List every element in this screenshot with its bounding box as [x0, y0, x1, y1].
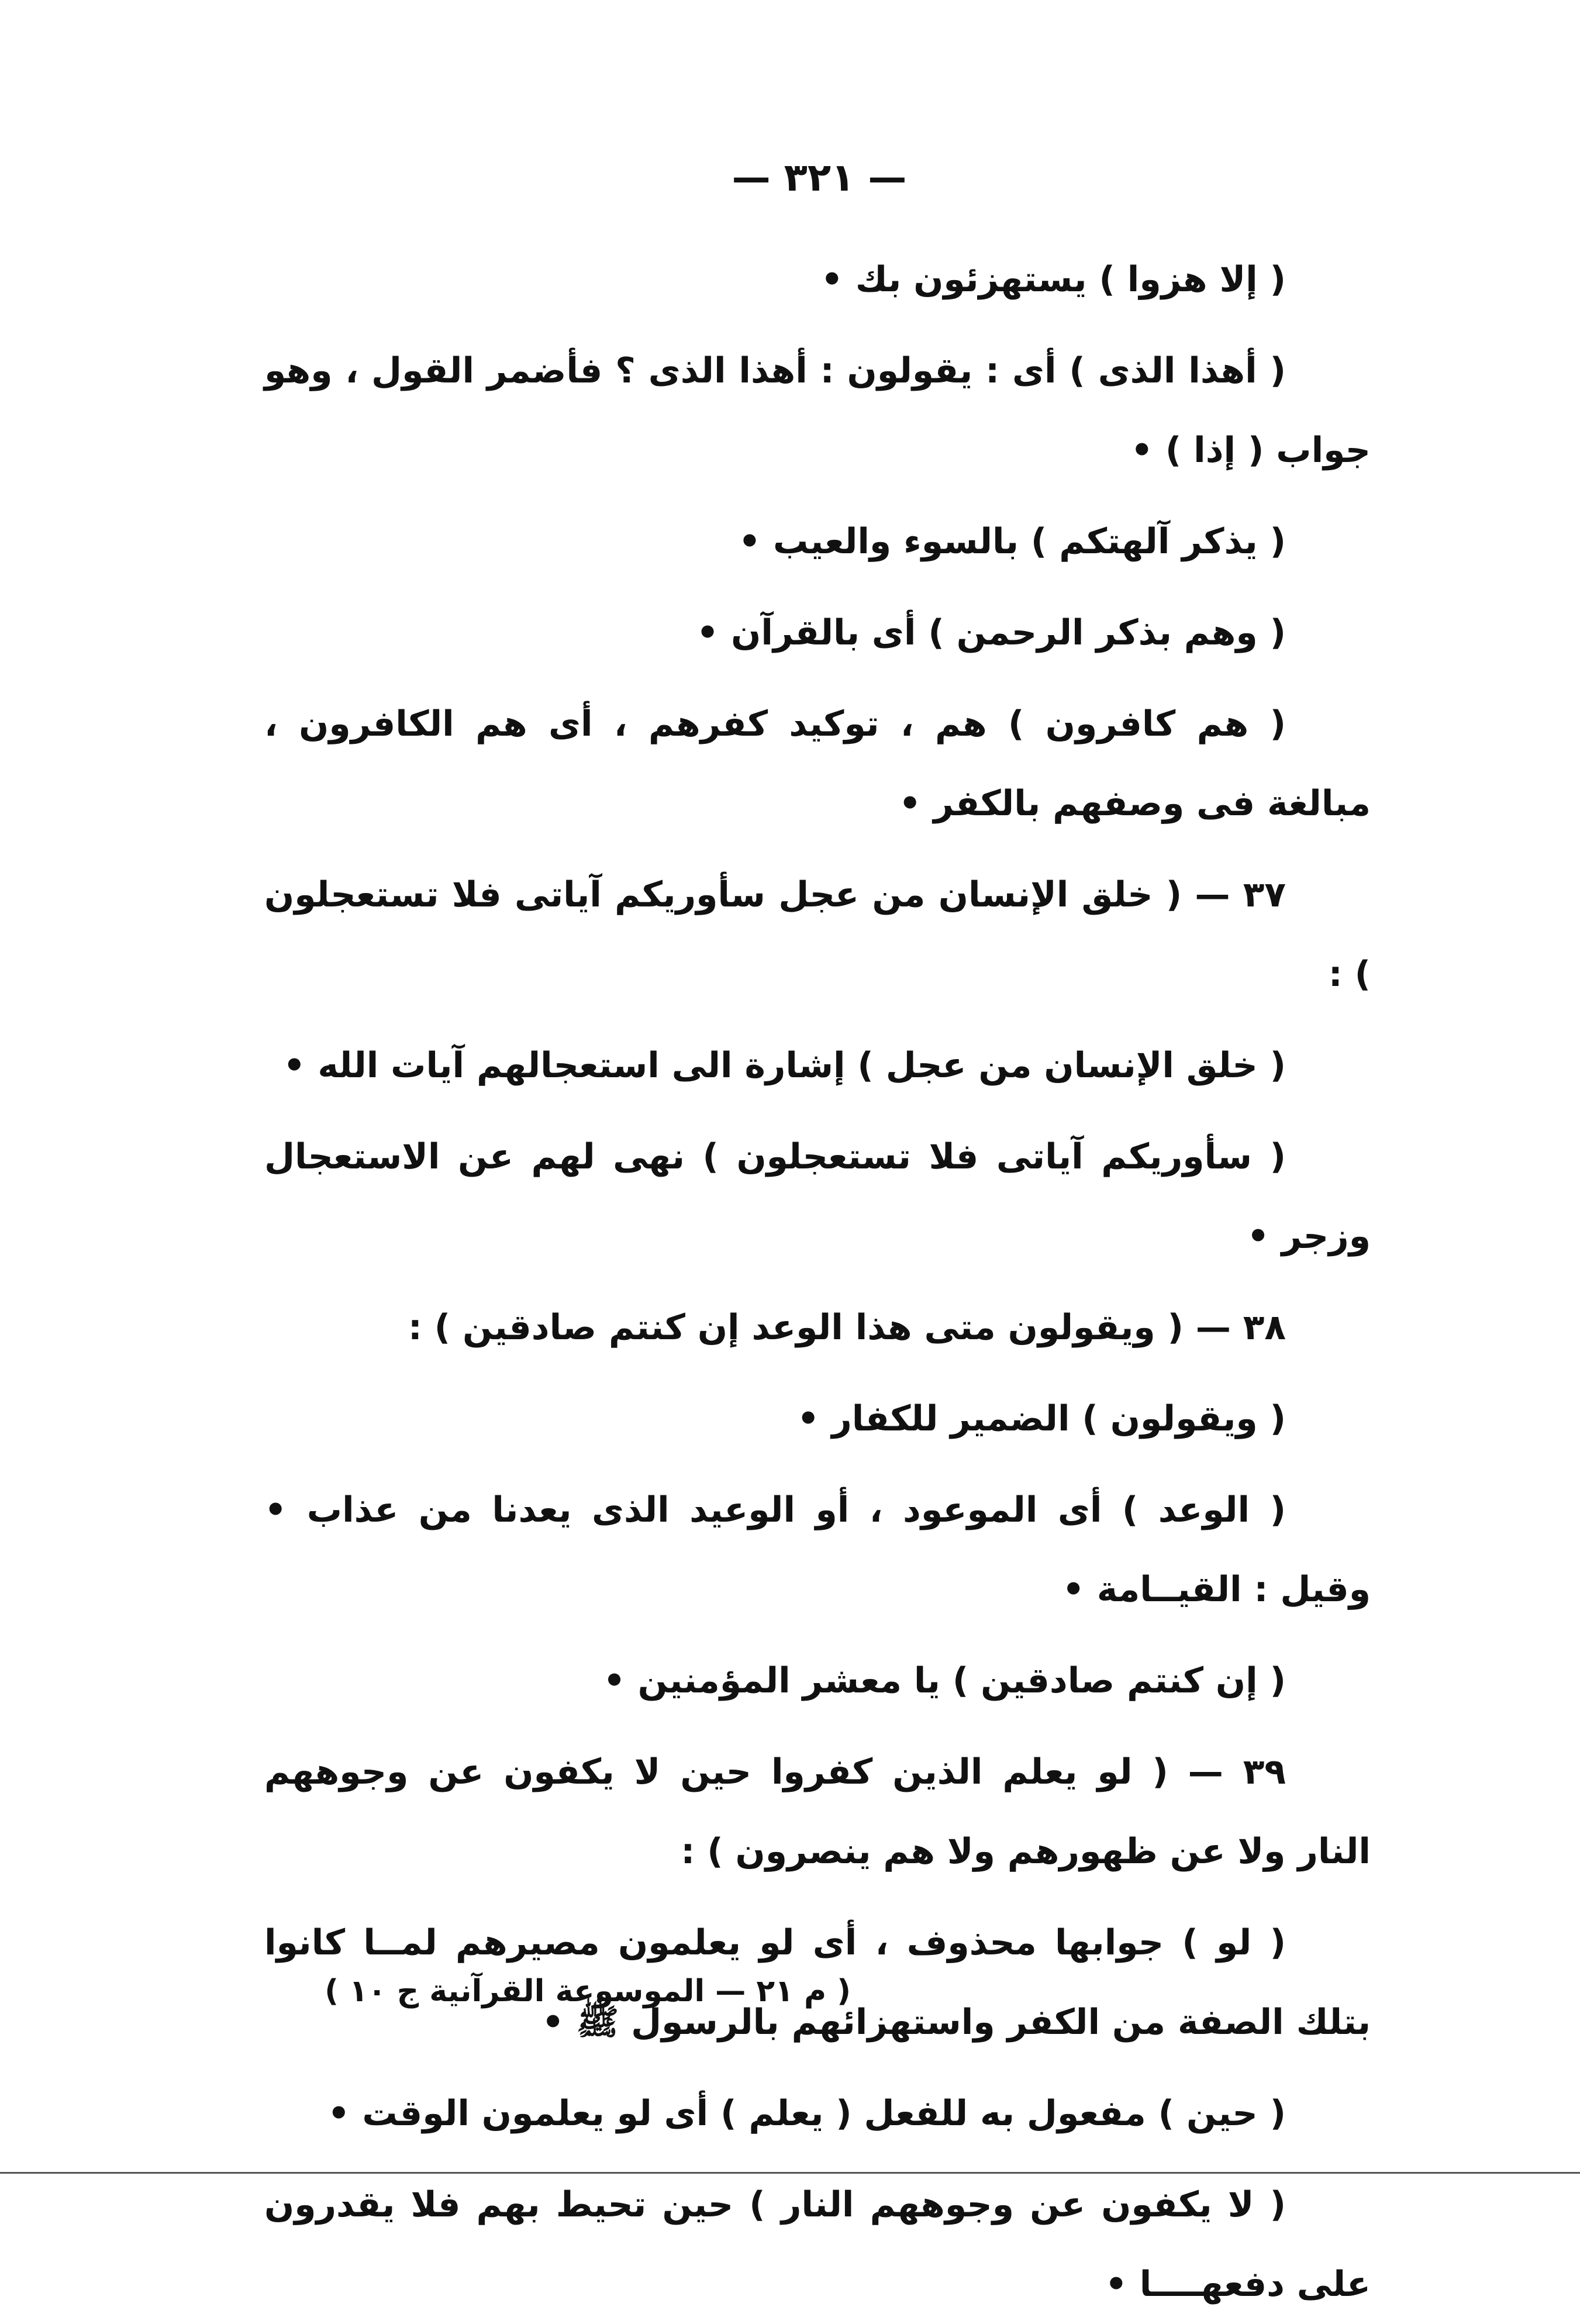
volume-footer: ( م ٢١ — الموسوعة القرآنية ج ١٠ ) [325, 1974, 851, 2009]
paragraph-16: ( لا يكفون عن وجوههم النار ) حين تحيط بهم فلا يقدرون على دفعهــــا • [264, 2184, 1371, 2305]
paragraph-5: ( هم كافرون ) هم ، توكيد كفرهم ، أى هم الكافرون ، مبالغة فى وصفهم بالكفر • [264, 704, 1371, 824]
paragraph-7: ( خلق الإنسان من عجل ) إشارة الى استعجالهم آيات الله • [283, 1045, 1286, 1086]
paragraph-4: ( وهم بذكر الرحمن ) أى بالقرآن • [696, 612, 1286, 653]
verse-37-heading: ٣٧ — ( خلق الإنسان من عجل سأوريكم آياتى فلا تستعجلون ) : [264, 874, 1371, 995]
verse-39-heading: ٣٩ — ( لو يعلم الذين كفروا حين لا يكفون عن وجوههم النار ولا عن ظهورهم ولا هم ينصرون ) : [264, 1751, 1371, 1872]
commentary-text [264, 240, 1371, 2324]
verse-38-heading: ٣٨ — ( ويقولون متى هذا الوعد إن كنتم صادقين ) : [408, 1307, 1286, 1348]
paragraph-12: ( إن كنتم صادقين ) يا معشر المؤمنين • [603, 1660, 1286, 1701]
paragraph-10: ( ويقولون ) الضمير للكفار • [796, 1398, 1286, 1439]
page-number: — ٣٢١ — [732, 155, 907, 200]
paragraph-2: ( أهذا الذى ) أى : يقولون : أهذا الذى ؟ فأضمر القول ، وهو جواب ( إذا ) • [264, 350, 1371, 471]
paragraph-8: ( سأوريكم آياتى فلا تستعجلون ) نهى لهم عن الاستعجال وزجر • [264, 1136, 1371, 1257]
paragraph-15: ( حين ) مفعول به للفعل ( يعلم ) أى لو يعلمون الوقت • [327, 2093, 1286, 2134]
paragraph-3: ( يذكر آلهتكم ) بالسوء والعيب • [738, 521, 1286, 562]
paragraph-14: ( لو ) جوابها محذوف ، أى لو يعلمون مصيرهم لمــا كانوا بتلك الصفة من الكفر واستهزائهم بالرسول ﷺ • [264, 1922, 1371, 2043]
paragraph-11: ( الوعد ) أى الموعود ، أو الوعيد الذى يعدنا من عذاب • وقيل : القيــامة • [264, 1489, 1371, 1610]
paragraph-1: ( إلا هزوا ) يستهزئون بك • [820, 259, 1286, 300]
